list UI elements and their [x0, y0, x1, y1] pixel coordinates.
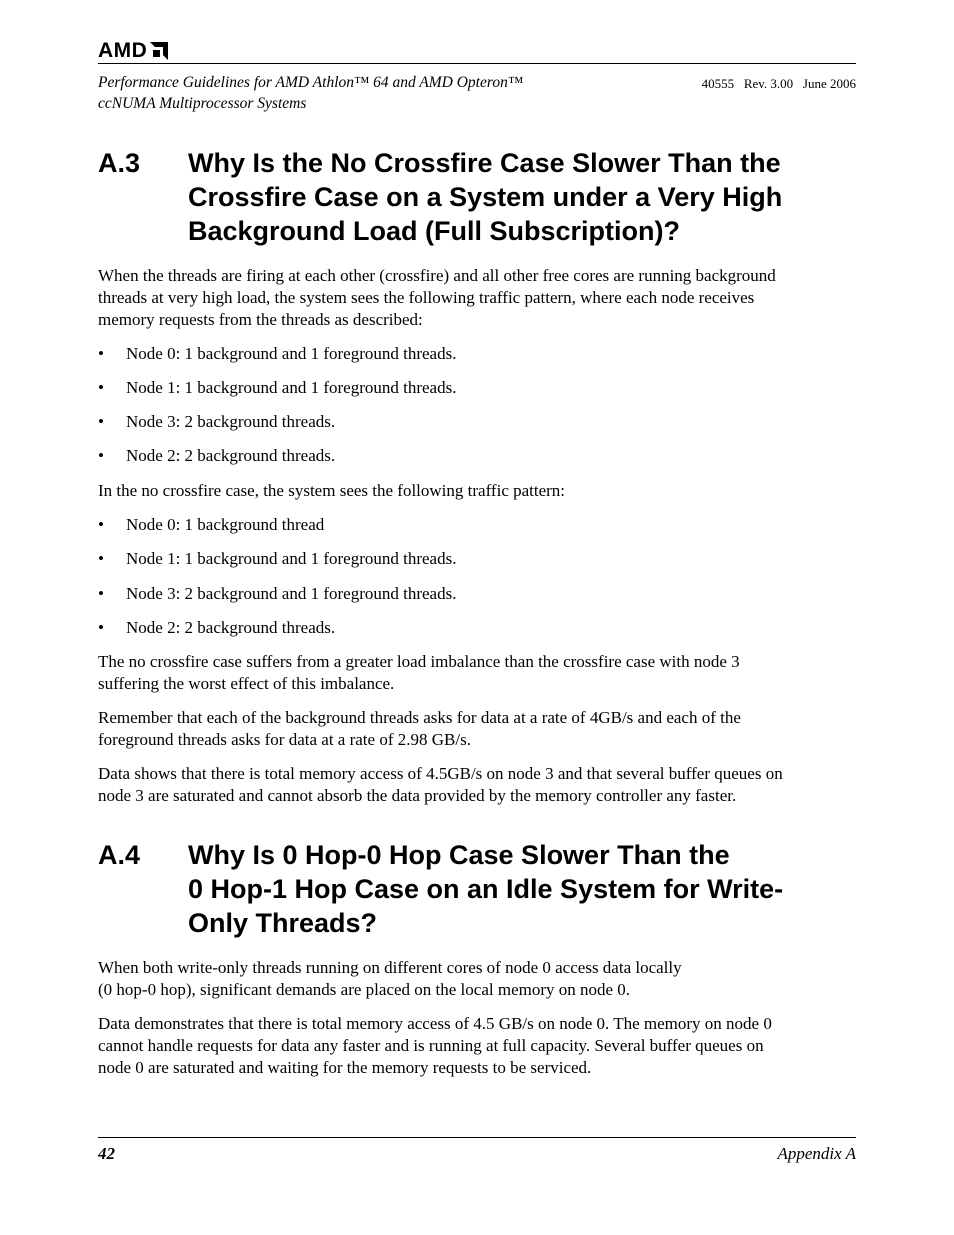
amd-arrow-icon — [148, 42, 168, 60]
paragraph-line: Data demonstrates that there is total memory access of 4.5 GB/s on node 0. The memory on node 0 — [98, 1014, 772, 1033]
paragraph-line: The no crossfire case suffers from a greater load imbalance than the crossfire case with node 3 — [98, 652, 740, 671]
section-title-line: Why Is 0 Hop-0 Hop Case Slower Than the — [188, 840, 730, 870]
section-title-line: 0 Hop-1 Hop Case on an Idle System for Write- — [188, 874, 784, 904]
paragraph-rates — [98, 707, 856, 751]
paragraph-line: Data shows that there is total memory access of 4.5GB/s on node 3 and that several buffer queues on — [98, 764, 783, 783]
document-revision-info: 40555 Rev. 3.00 June 2006 — [701, 76, 856, 91]
amd-logo — [98, 40, 168, 62]
paragraph-line: (0 hop-0 hop), significant demands are placed on the local memory on node 0. — [98, 980, 631, 999]
section-number: A.4 — [98, 840, 141, 870]
section-number: A.3 — [98, 148, 141, 178]
footer-rule — [98, 1137, 856, 1138]
list-item-text: Node 1: 1 background and 1 foreground threads. — [126, 378, 457, 397]
section-title — [188, 146, 828, 248]
list-item-text: Node 3: 2 background threads. — [126, 412, 336, 431]
paragraph-line: suffering the worst effect of this imbalance. — [98, 674, 395, 693]
paragraph-line: node 3 are saturated and cannot absorb the data provided by the memory controller any faster. — [98, 786, 737, 805]
paragraph-imbalance — [98, 651, 856, 695]
document-title-line: Performance Guidelines for AMD Athlon™ 64 and AMD Opteron™ — [98, 74, 524, 91]
paragraph-no-crossfire: In the no crossfire case, the system sees the following traffic pattern: — [98, 481, 566, 500]
bullet-icon: • — [98, 412, 104, 431]
bullet-icon: • — [98, 515, 104, 534]
bullet-icon: • — [98, 549, 104, 568]
bullet-icon: • — [98, 618, 104, 637]
section-title-line: Background Load (Full Subscription)? — [188, 216, 680, 246]
footer-section-label: Appendix A — [777, 1144, 856, 1163]
list-item-text: Node 2: 2 background threads. — [126, 618, 336, 637]
list-item-text: Node 1: 1 background and 1 foreground threads. — [126, 549, 457, 568]
paragraph-line: memory requests from the threads as described: — [98, 310, 423, 329]
section-title-line: Crossfire Case on a System under a Very High — [188, 182, 783, 212]
paragraph-memory-access — [98, 1013, 856, 1079]
paragraph-write-only — [98, 957, 856, 1001]
list-item-text: Node 0: 1 background and 1 foreground threads. — [126, 344, 457, 363]
paragraph-line: When both write-only threads running on different cores of node 0 access data locally — [98, 958, 682, 977]
list-item-text: Node 2: 2 background threads. — [126, 446, 336, 465]
page-number: 42 — [98, 1144, 115, 1163]
logo-wordmark: AMD — [98, 39, 148, 62]
section-title-line: Only Threads? — [188, 908, 378, 938]
paragraph-intro — [98, 265, 856, 331]
paragraph-line: node 0 are saturated and waiting for the memory requests to be serviced. — [98, 1058, 592, 1077]
paragraph-line: threads at very high load, the system sees the following traffic pattern, where each node receives — [98, 288, 755, 307]
document-page — [98, 0, 856, 1235]
bullet-icon: • — [98, 378, 104, 397]
paragraph-data — [98, 763, 856, 807]
document-title — [98, 72, 523, 114]
bullet-icon: • — [98, 344, 104, 363]
paragraph-line: Remember that each of the background threads asks for data at a rate of 4GB/s and each of the — [98, 708, 741, 727]
header-rule — [98, 63, 856, 64]
bullet-icon: • — [98, 584, 104, 603]
section-title — [188, 838, 828, 940]
section-title-line: Why Is the No Crossfire Case Slower Than the — [188, 148, 781, 178]
paragraph-line: When the threads are firing at each other (crossfire) and all other free cores are running background — [98, 266, 776, 285]
paragraph-line: foreground threads asks for data at a rate of 2.98 GB/s. — [98, 730, 471, 749]
list-item-text: Node 3: 2 background and 1 foreground threads. — [126, 584, 457, 603]
document-title-line: ccNUMA Multiprocessor Systems — [98, 95, 307, 112]
paragraph-line: cannot handle requests for data any faster and is running at full capacity. Several buffer queues on — [98, 1036, 764, 1055]
bullet-icon: • — [98, 446, 104, 465]
list-item-text: Node 0: 1 background thread — [126, 515, 325, 534]
